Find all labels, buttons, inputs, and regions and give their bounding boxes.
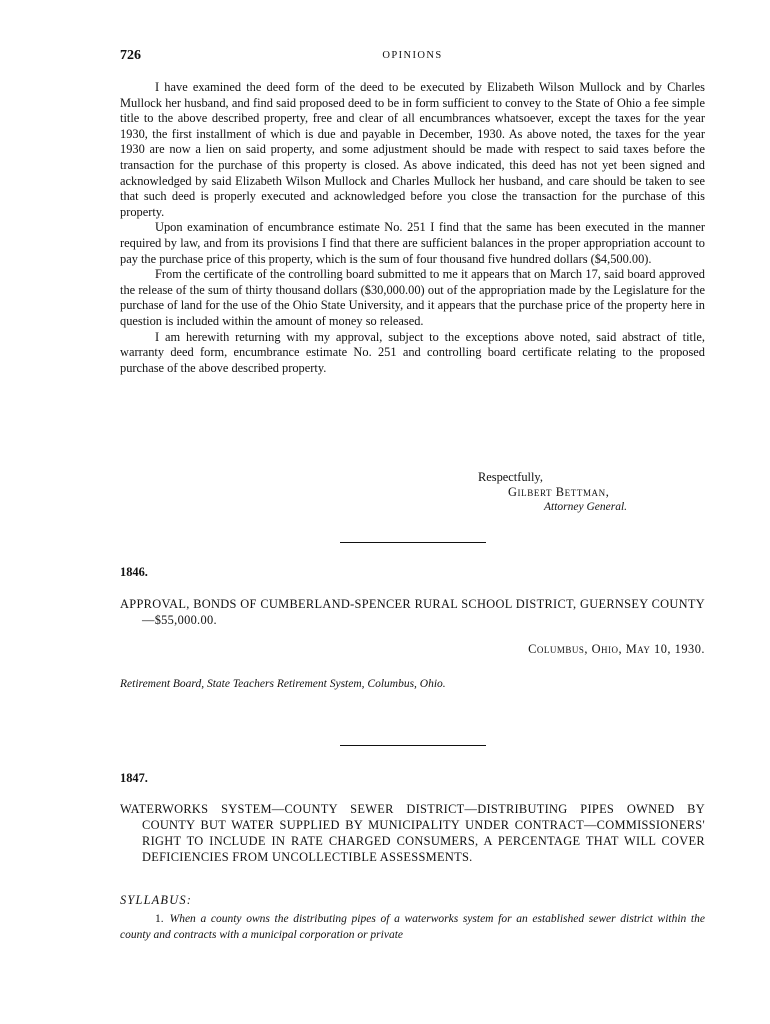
body-paragraph: From the certificate of the controlling board submitted to me it appears that on March 17, said board approved the release of the sum of thirty thousand dollars ($30,000.00) out of the appropriation made by the Legislature for the purchase of land for the use of the Ohio State University, and it appears that the purchase price of the property here in question is included within the amount of money so released. <box>120 267 705 328</box>
section-divider <box>340 542 486 543</box>
dateline: Columbus, Ohio, May 10, 1930. <box>528 642 705 656</box>
opinion-number: 1847. <box>120 771 148 785</box>
syllabus-item <box>120 911 705 943</box>
page-header <box>120 48 705 68</box>
opinion-caption <box>120 596 705 628</box>
running-head: OPINIONS <box>382 50 443 61</box>
signature-name: Gilbert Bettman, <box>508 485 610 499</box>
caption-text: APPROVAL, BONDS OF CUMBERLAND-SPENCER RURAL SCHOOL DISTRICT, GUERNSEY COUNTY—$55,000.00. <box>120 597 705 627</box>
syllabus-heading: SYLLABUS: <box>120 893 193 907</box>
body-paragraph: I am herewith returning with my approval, subject to the exceptions above noted, said abstract of title, warranty deed form, encumbrance estimate No. 251 and controlling board certificate relating to the proposed purchase of the above described property. <box>120 329 705 375</box>
syllabus-item-number: 1. <box>155 913 164 925</box>
opinion-body <box>120 80 705 376</box>
body-paragraph: Upon examination of encumbrance estimate No. 251 I find that the same has been executed in the manner required by law, and from its provisions I find that there are sufficient balances in the proper appropriation account to pay the purchase price of this property, which is the sum of four thousand five hundred dollars ($4,500.00). <box>120 220 705 266</box>
syllabus-body <box>120 911 705 943</box>
body-paragraph: I have examined the deed form of the deed to be executed by Elizabeth Wilson Mullock and by Charles Mullock her husband, and find said proposed deed to be in form sufficient to convey to the State of Ohio a fee simple title to the above described property, free and clear of all encumbrances whatsoever, except the taxes for the year 1930, the first installment of which is due and payable in December, 1930. As above noted, the taxes for the year 1930 are now a lien on said property, and some adjustment should be made with respect to said taxes before the transaction for the purchase of this property is closed. As above indicated, this deed has not yet been signed and acknowledged by said Elizabeth Wilson Mullock and Charles Mullock her husband, and care should be taken to see that such deed is properly executed and acknowledged before you close the transaction for the purchase of this property. <box>120 80 705 219</box>
signature-closing: Respectfully, <box>478 470 543 484</box>
syllabus-item-text: When a county owns the distributing pipes of a waterworks system for an established sewer district within the county and contracts with a municipal corporation or private <box>120 913 705 941</box>
opinion-number: 1846. <box>120 565 148 579</box>
signature-title: Attorney General. <box>544 501 628 513</box>
addressee: Retirement Board, State Teachers Retirement System, Columbus, Ohio. <box>120 678 446 690</box>
opinion-caption <box>120 801 705 865</box>
caption-text: WATERWORKS SYSTEM—COUNTY SEWER DISTRICT—DISTRIBUTING PIPES OWNED BY COUNTY BUT WATER SUPPLIED BY MUNICIPALITY UNDER CONTRACT—COMMISSIONERS' RIGHT TO INCLUDE IN RATE CHARGED CONSUMERS, A PERCENTAGE THAT WILL COVER DEFICIENCIES FROM UNCOLLECTIBLE ASSESSMENTS. <box>120 802 705 864</box>
section-divider <box>340 745 486 746</box>
page-number: 726 <box>120 48 141 63</box>
